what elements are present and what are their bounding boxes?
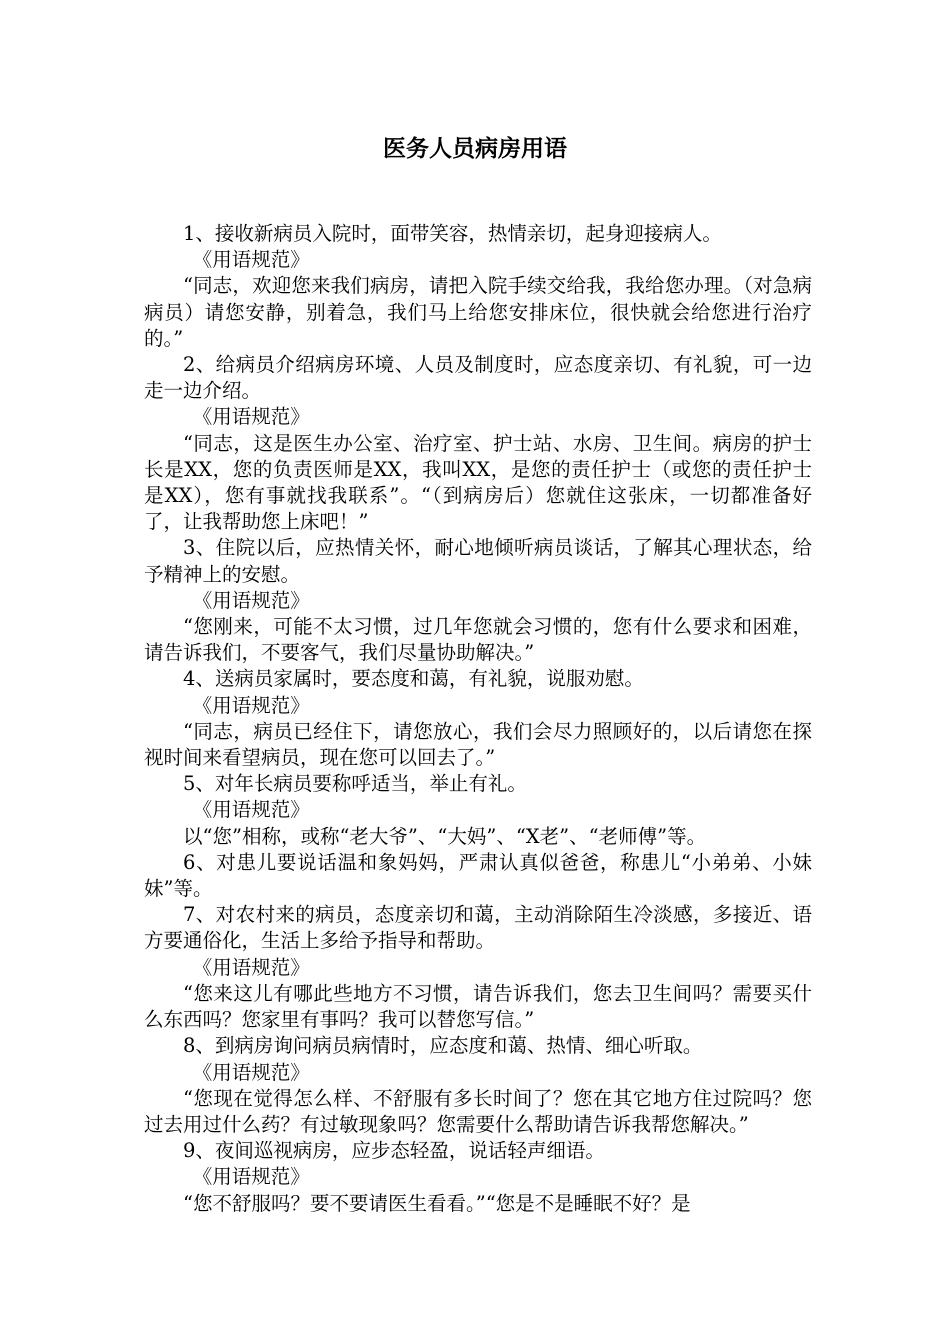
paragraph-item-5: 5、对年长病员要称呼适当，举止有礼。 bbox=[183, 772, 527, 796]
spec-quote: “同志，欢迎您来我们病房，请把入院手续交给我，我给您办理。（对急病病员）请您安静，别着急，我们马上给您安排床位，很快就会给您进行治疗的。” bbox=[144, 274, 812, 350]
spec-heading: 《用语规范》 bbox=[192, 798, 310, 822]
spec-heading: 《用语规范》 bbox=[192, 693, 310, 717]
paragraph-item-2: 2、给病员介绍病房环境、人员及制度时，应态度亲切、有礼貌，可一边走一边介绍。 bbox=[144, 353, 812, 403]
spec-quote: “您不舒服吗？要不要请医生看看。”“您是不是睡眠不好？是 bbox=[183, 1191, 691, 1215]
paragraph-item-1: 1、接收新病员入院时，面带笑容，热情亲切，起身迎接病人。 bbox=[183, 222, 722, 245]
spec-quote: 以“您”相称，或称“老大爷”、“大妈”、“X老”、“老师傅”等。 bbox=[183, 824, 707, 848]
spec-heading: 《用语规范》 bbox=[192, 248, 310, 272]
spec-heading: 《用语规范》 bbox=[192, 1165, 310, 1189]
spec-quote: “您刚来，可能不太习惯，过几年您就会习惯的，您有什么要求和困难，请告诉我们，不要客气，我们尽量协助解决。” bbox=[144, 615, 812, 665]
paragraph-item-3: 3、住院以后，应热情关怀，耐心地倾听病员谈话，了解其心理状态，给予精神上的安慰。 bbox=[144, 536, 812, 586]
spec-heading: 《用语规范》 bbox=[192, 588, 310, 612]
paragraph-item-7: 7、对农村来的病员，态度亲切和蔼，主动消除陌生冷淡感，多接近、语方要通俗化，生活上多给予指导和帮助。 bbox=[144, 903, 812, 953]
document-title: 医务人员病房用语 bbox=[383, 135, 567, 162]
paragraph-item-4: 4、送病员家属时，要态度和蔼，有礼貌，说服劝慰。 bbox=[183, 667, 644, 691]
paragraph-item-8: 8、到病房询问病员病情时，应态度和蔼、热情、细心听取。 bbox=[183, 1034, 703, 1058]
spec-heading: 《用语规范》 bbox=[192, 1060, 310, 1084]
spec-quote: “您现在觉得怎么样、不舒服有多长时间了？您在其它地方住过院吗？您过去用过什么药？有过敏现象吗？您需要什么帮助请告诉我帮您解决。” bbox=[144, 1086, 812, 1136]
spec-heading: 《用语规范》 bbox=[192, 955, 310, 979]
document-body bbox=[144, 221, 812, 1217]
spec-quote: “同志，病员已经住下，请您放心，我们会尽力照顾好的，以后请您在探视时间来看望病员，现在您可以回去了。” bbox=[144, 719, 812, 770]
paragraph-item-9: 9、夜间巡视病房，应步态轻盈，说话轻声细语。 bbox=[183, 1139, 605, 1163]
spec-quote: “同志，这是医生办公室、治疗室、护士站、水房、卫生间。病房的护士长是XX，您的负责医师是XX，我叫XX，是您的责任护士（或您的责任护士是XX），您有事就找我联系”。“（到病房后）您就住这张床，一切都准备好了，让我帮助您上床吧！” bbox=[144, 431, 812, 534]
spec-heading: 《用语规范》 bbox=[192, 405, 310, 429]
paragraph-item-6: 6、对患儿要说话温和象妈妈，严肃认真似爸爸，称患儿“小弟弟、小妹妹”等。 bbox=[144, 850, 812, 901]
spec-quote: “您来这儿有哪此些地方不习惯，请告诉我们，您去卫生间吗？需要买什么东西吗？您家里有事吗？我可以替您写信。” bbox=[144, 981, 812, 1032]
